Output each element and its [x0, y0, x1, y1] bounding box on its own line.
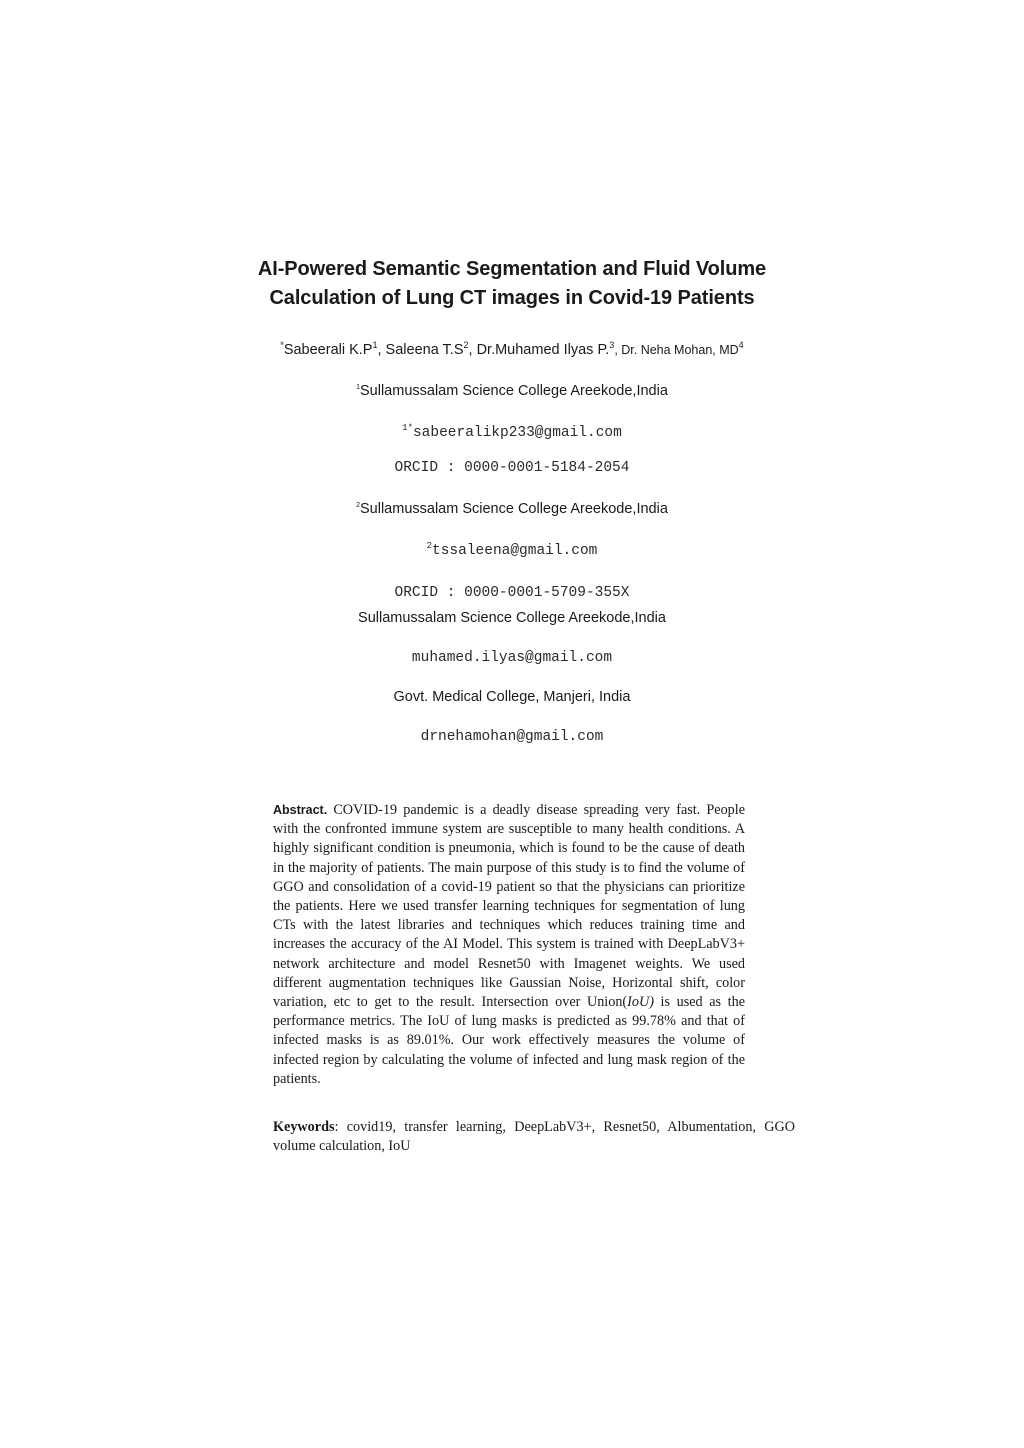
affiliation-2-sup: 2 [356, 502, 360, 510]
affiliation-1-sup: 1 [356, 384, 360, 392]
affiliation-4: Govt. Medical College, Manjeri, India [393, 689, 631, 705]
abstract-iou: IoU) [627, 994, 654, 1011]
keywords-text: : covid19, transfer learning, DeepLabV3+, Resnet50, Albumentation, GGO volume calculation, IoU [273, 1119, 795, 1154]
email-1-sup: 1* [402, 423, 413, 433]
abstract-label: Abstract. [273, 803, 328, 817]
email-1-text: sabeeralikp233@gmail.com [412, 424, 622, 441]
author-name-1: Sabeerali K.P [283, 341, 373, 358]
paper-title-line-1: AI-Powered Semantic Segmentation and Fluid Volume [257, 258, 767, 280]
keywords-label: Keywords [273, 1119, 335, 1135]
corresponding-author-mark: * [280, 340, 284, 350]
affiliation-1-text: Sullamussalam Science College Areekode,India [360, 383, 668, 399]
author-list [0, 340, 1024, 358]
affiliation-2 [0, 501, 1024, 517]
keywords [273, 1118, 795, 1155]
author-sup-1: 1 [372, 340, 378, 350]
author-name-4: , Dr. Neha Mohan, MD [614, 342, 739, 357]
affiliation-2-text: Sullamussalam Science College Areekode,India [360, 501, 668, 517]
abstract-text-2: is used as the performance metrics. The IoU of lung masks is predicted as 99.78% and that of infected masks is as 89.01%. Our work effectively measures the volume of infected region by calculating the volume of infected and lung mask region of the patients. [273, 994, 746, 1087]
author-name-3: , Dr.Muhamed Ilyas P. [468, 341, 610, 358]
abstract [273, 801, 745, 1089]
abstract-text-1: COVID-19 pandemic is a deadly disease spreading very fast. People with the confronted immune system are susceptible to many health conditions. A highly significant condition is pneumonia, which is found to be the cause of death in the majority of patients. The main purpose of this study is to find the volume of GGO and consolidation of a covid-19 patient so that the physicians can prioritize the patients. Here we used transfer learning techniques for segmentation of lung CTs with the latest libraries and techniques which reduces training time and increases the accuracy of the AI Model. This system is trained with DeepLabV3+ network architecture and model Resnet50 with Imagenet weights. We used different augmentation techniques like Gaussian Noise, Horizontal shift, color variation, etc to get to the result. Intersection over Union( [273, 802, 745, 1011]
email-1 [0, 423, 1024, 441]
email-2 [0, 541, 1024, 559]
author-sup-3: 3 [609, 340, 615, 350]
affiliation-1 [0, 383, 1024, 399]
email-3: muhamed.ilyas@gmail.com [411, 650, 613, 666]
affiliation-3: Sullamussalam Science College Areekode,India [358, 610, 666, 626]
email-2-text: tssaleena@gmail.com [432, 542, 598, 559]
orcid-1: ORCID : 0000-0001-5184-2054 [394, 460, 630, 476]
email-2-sup: 2 [426, 541, 433, 551]
orcid-2: ORCID : 0000-0001-5709-355X [394, 585, 630, 601]
email-4: drnehamohan@gmail.com [420, 729, 604, 745]
author-name-2: , Saleena T.S [377, 341, 464, 358]
paper-title-line-2: Calculation of Lung CT images in Covid-19 Patients [269, 287, 755, 309]
author-sup-4: 4 [738, 340, 744, 350]
author-sup-2: 2 [463, 340, 469, 350]
